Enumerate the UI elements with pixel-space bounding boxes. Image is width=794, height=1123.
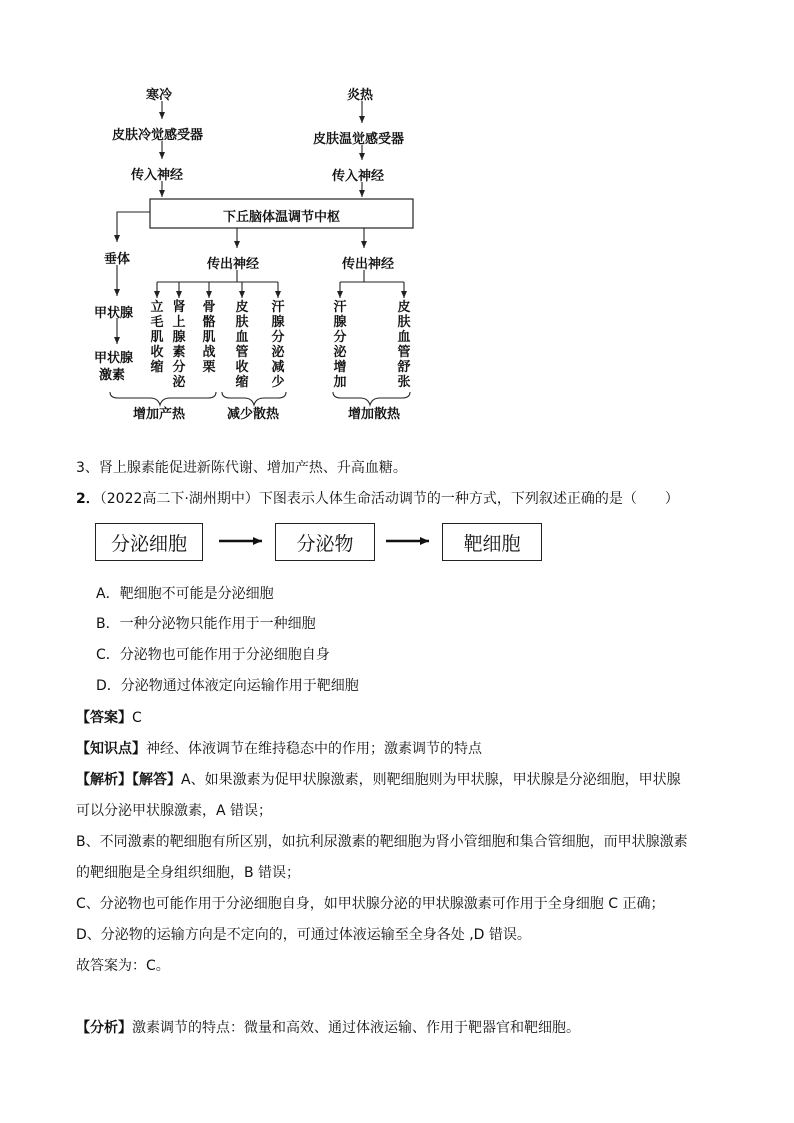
answer-line (76, 707, 142, 727)
option-c: C．分泌物也可能作用于分泌细胞自身 (96, 647, 330, 663)
knowledge-value: 神经、体液调节在维持稳态中的作用；激素调节的特点 (146, 741, 482, 757)
analysis-line-4: 的靶细胞是全身组织细胞，B 错误； (76, 865, 301, 881)
label-reduce-dissipation: 减少散热 (227, 407, 280, 422)
label-thyroid: 甲状腺 (94, 306, 134, 321)
knowledge-line (76, 738, 482, 758)
summary-label: 【分析】 (76, 1020, 132, 1036)
label-sweat-increase: 汗腺分泌增加 (333, 300, 347, 390)
label-efferent-right: 传出神经 (342, 257, 395, 272)
summary-value: 激素调节的特点：微量和高效、通过体液运输、作用于靶器官和靶细胞。 (132, 1020, 580, 1036)
label-piloerection: 立毛肌收缩 (150, 300, 164, 375)
label-pituitary: 垂体 (104, 252, 131, 267)
analysis-label: 【解析】【解答】 (76, 772, 181, 788)
question-stem: 下图表示人体生命活动调节的一种方式，下列叙述正确的是（ ） (258, 491, 679, 507)
label-hot: 炎热 (347, 88, 374, 103)
label-thyroid-hormone-1: 甲状腺 (94, 351, 134, 366)
option-d: D．分泌物通过体液定向运输作用于靶细胞 (96, 678, 359, 694)
label-warm-receptor: 皮肤温觉感受器 (313, 132, 405, 147)
summary-line (76, 1017, 580, 1037)
analysis-line-6: D、分泌物的运输方向是不定向的，可通过体液运输至全身各处 ,D 错误。 (76, 927, 531, 943)
analysis-line-5: C、分泌物也可能作用于分泌细胞自身，如甲状腺分泌的甲状腺激素可作用于全身细胞 C 正确； (76, 896, 665, 912)
label-vasoconstriction: 皮肤血管收缩 (235, 300, 249, 390)
label-increase-heat: 增加产热 (133, 407, 186, 422)
flow-box-target-cell: 靶细胞 (442, 523, 542, 561)
label-cold: 寒冷 (146, 88, 173, 103)
label-increase-dissipation: 增加散热 (348, 407, 401, 422)
analysis-line-3: B、不同激素的靶细胞有所区别，如抗利尿激素的靶细胞为肾小管细胞和集合管细胞，而甲状腺激素 (76, 834, 688, 850)
analysis-line-2: 可以分泌甲状腺激素，A 错误； (76, 803, 273, 819)
label-thyroid-hormone-2: 激素 (99, 368, 126, 383)
note-3: 3、肾上腺素能促进新陈代谢、增加产热、升高血糖。 (76, 460, 407, 476)
analysis-line-1 (76, 769, 681, 789)
flow-box-secretory-cell: 分泌细胞 (95, 523, 203, 561)
option-b: B．一种分泌物只能作用于一种细胞 (96, 616, 316, 632)
label-adrenaline: 肾上腺素分泌 (172, 300, 186, 390)
label-shivering: 骨骼肌战栗 (202, 300, 216, 375)
answer-value: C (132, 710, 142, 726)
label-efferent-left: 传出神经 (207, 257, 260, 272)
label-cold-receptor: 皮肤冷觉感受器 (112, 128, 204, 143)
label-sweat-decrease: 汗腺分泌减少 (271, 300, 285, 390)
label-vasodilation: 皮肤血管舒张 (397, 300, 411, 390)
label-center: 下丘脑体温调节中枢 (222, 210, 340, 225)
knowledge-label: 【知识点】 (76, 741, 146, 757)
option-a: A．靶细胞不可能是分泌细胞 (96, 586, 274, 602)
question-number: 2． (76, 491, 100, 507)
analysis-conclusion: 故答案为：C。 (76, 958, 170, 974)
answer-label: 【答案】 (76, 710, 132, 726)
flow-box-secretion: 分泌物 (275, 523, 375, 561)
question-source: （2022高二下·湖州期中） (99, 491, 259, 507)
question-header (76, 488, 679, 508)
analysis-text-1: A、如果激素为促甲状腺激素，则靶细胞则为甲状腺，甲状腺是分泌细胞，甲状腺 (181, 772, 681, 788)
label-afferent-left: 传入神经 (131, 168, 184, 183)
label-afferent-right: 传入神经 (332, 169, 385, 184)
